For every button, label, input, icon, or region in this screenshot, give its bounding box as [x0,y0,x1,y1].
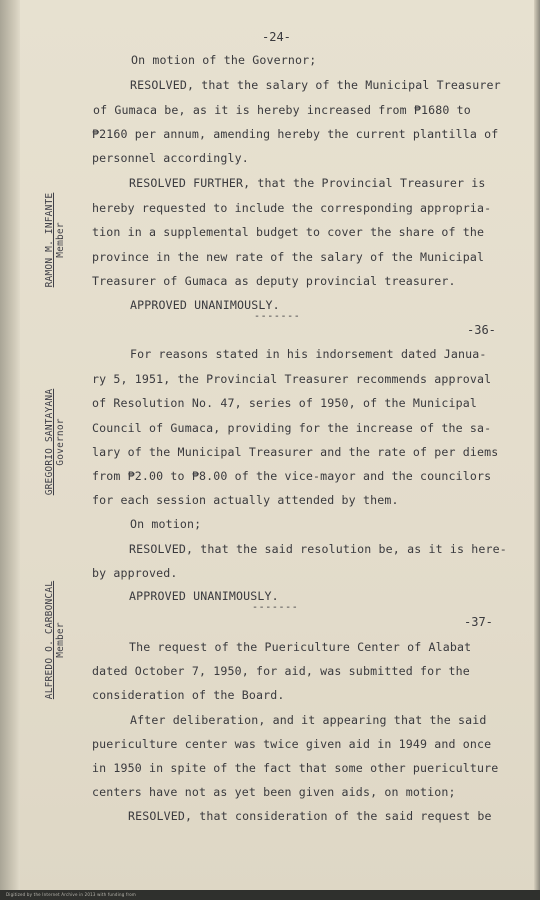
body-line: tion in a supplemental budget to cover the share of the [92,225,485,239]
signature-title: Member [55,222,66,258]
signature-santayana [44,381,66,503]
scan-note: Digitized by the Internet Archive in 2013 with funding from [6,892,137,897]
body-line: dated October 7, 1950, for aid, was submitted for the [92,664,470,678]
body-line: for each session actually attended by them. [92,493,399,507]
approval-line: APPROVED UNANIMOUSLY. [130,298,280,312]
body-line: puericulture center was twice given aid in 1949 and once [92,737,492,751]
body-line: Treasurer of Gumaca as deputy provincial treasurer. [92,274,456,288]
body-line: The request of the Puericulture Center of Alabat [129,640,472,654]
body-line: For reasons stated in his indorsement dated Janua- [130,347,487,361]
body-line: of Resolution No. 47, series of 1950, of the Municipal [92,396,478,410]
body-line: ₱2160 per annum, amending hereby the current plantilla of [92,127,499,141]
signature-name: RAMON M. INFANTE [44,192,55,288]
page-number: -24- [262,30,291,44]
body-line: personnel accordingly. [92,151,249,165]
item-number: -36- [467,323,496,337]
body-line: lary of the Municipal Treasurer and the rate of per diems [92,445,499,459]
approval-line: APPROVED UNANIMOUSLY. [129,589,279,603]
body-line: RESOLVED, that the said resolution be, as it is here- [129,542,507,556]
page-edge [534,0,540,900]
signature-name: GREGORIO SANTAYANA [44,388,55,496]
body-line: by approved. [92,566,178,580]
body-line: of Gumaca be, as it is hereby increased from ₱1680 to [93,103,471,117]
body-line: RESOLVED FURTHER, that the Provincial Treasurer is [129,176,486,190]
body-line: province in the new rate of the salary of the Municipal [92,250,485,264]
signature-title: Governor [55,418,66,466]
body-line: On motion; [130,517,202,531]
body-line: from ₱2.00 to ₱8.00 of the vice-mayor and the councilors [92,469,492,483]
signature-infante [44,180,66,300]
item-number: -37- [464,615,493,629]
separator: ------- [254,311,301,322]
binding-margin [0,0,20,900]
body-line: ry 5, 1951, the Provincial Treasurer recommends approval [92,372,492,386]
scan-footer [0,890,540,900]
signature-name: ALFREDO O. CARBONCAL [44,580,55,700]
body-line: in 1950 in spite of the fact that some other puericulture [92,761,499,775]
body-line: On motion of the Governor; [131,53,317,67]
signature-title: Member [55,622,66,658]
body-line: Council of Gumaca, providing for the increase of the sa- [92,421,492,435]
body-line: After deliberation, and it appearing that the said [130,713,487,727]
body-line: hereby requested to include the corresponding appropria- [92,201,492,215]
body-line: centers have not as yet been given aids, on motion; [92,785,456,799]
signature-carboncal [44,578,66,702]
body-line: RESOLVED, that consideration of the said request be [128,809,492,823]
body-line: RESOLVED, that the salary of the Municipal Treasurer [130,78,501,92]
separator: ------- [252,602,299,613]
body-line: consideration of the Board. [92,688,285,702]
